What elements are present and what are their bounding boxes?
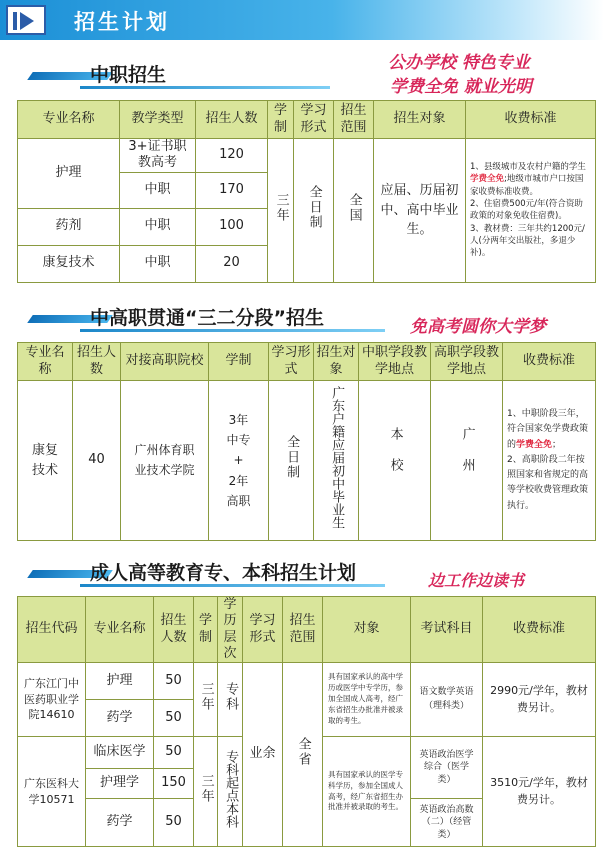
count-cell: 20 xyxy=(196,245,268,282)
fee-cell: 2990元/学年，教材费另计。 xyxy=(483,663,596,737)
table-sanerfenduan xyxy=(17,342,596,541)
major-cell: 护理 xyxy=(86,663,154,700)
target-cell xyxy=(314,381,359,541)
duration-text: 三年 xyxy=(198,681,214,712)
type-cell: 3+证书职教高考 xyxy=(120,139,196,173)
fee-item-1: 1、县级城市及农村户籍的学生 xyxy=(470,162,586,172)
col-header: 学历层次 xyxy=(218,597,243,663)
col-header: 学习形式 xyxy=(243,597,283,663)
major-cell: 临床医学 xyxy=(86,737,154,769)
table-header-row xyxy=(18,597,596,663)
col-header: 学制 xyxy=(209,343,269,381)
scope-cell xyxy=(283,663,323,847)
slogan-line-1: 公办学校 特色专业 xyxy=(388,53,530,73)
fee-item-2: 2、高职阶段二年按照国家和省规定的高等学校收费管理政策执行。 xyxy=(507,454,589,511)
duration-line: + xyxy=(233,453,244,468)
slogan-line-2: 学费全免 就业光明 xyxy=(390,77,532,97)
section-header-sanerfenduan xyxy=(0,303,400,335)
loc1-cell xyxy=(359,381,431,541)
fee-free-highlight: 学费全免 xyxy=(470,174,505,185)
fee-item-1-rest: ;地级市城市户口按国家收费标准收费。 xyxy=(470,174,584,197)
major-cell: 护理 xyxy=(18,139,120,209)
fee-item-2: 2、住宿费500元/年(符合资助政策的对象免收住宿费)。 xyxy=(470,198,583,222)
major-cell: 药学 xyxy=(86,799,154,847)
section-title-chengren: 成人高等教育专、本科招生计划 xyxy=(90,562,357,584)
major-cell: 药学 xyxy=(86,700,154,737)
col-header: 专业名称 xyxy=(86,597,154,663)
table-row xyxy=(18,139,596,173)
major-cell: 康复技术 xyxy=(18,245,120,282)
level-cell xyxy=(218,663,243,737)
loc1-text: 本校 xyxy=(387,426,403,489)
fee-item-1: 1、中职阶段三年，符合国家免学费政策的 xyxy=(507,408,589,450)
form-text: 全日制 xyxy=(306,185,322,231)
count-cell: 100 xyxy=(196,208,268,245)
col-header: 对象 xyxy=(323,597,411,663)
col-header: 收费标准 xyxy=(466,101,596,139)
fee-cell xyxy=(503,381,596,541)
col-header: 考试科目 xyxy=(411,597,483,663)
form-cell xyxy=(269,381,314,541)
slogan-work-study: 边工作边读书 xyxy=(428,571,525,590)
duration-cell xyxy=(209,381,269,541)
table-chengren xyxy=(17,596,596,847)
col-header: 学习形式 xyxy=(269,343,314,381)
type-cell: 中职 xyxy=(120,245,196,282)
duration-cell xyxy=(194,663,218,737)
col-header: 对接高职院校 xyxy=(121,343,209,381)
col-header: 收费标准 xyxy=(483,597,596,663)
slogan-dream: 免高考圆你大学梦 xyxy=(410,317,546,337)
scope-text: 全省 xyxy=(295,736,311,767)
target-text: 广东户籍应届初中毕业生 xyxy=(329,386,345,530)
scope-cell xyxy=(334,139,374,283)
loc2-text: 广州 xyxy=(459,426,475,489)
school-code-cell: 广东医科大学10571 xyxy=(18,737,86,847)
col-header: 中职学段教学地点 xyxy=(359,343,431,381)
major-cell: 康复技术 xyxy=(18,381,73,541)
level-text: 专科 xyxy=(223,681,239,712)
scope-text: 全国 xyxy=(346,192,362,223)
fee-cell xyxy=(466,139,596,283)
col-header: 招生范围 xyxy=(334,101,374,139)
count-cell: 50 xyxy=(154,663,194,700)
table-row xyxy=(18,663,596,700)
major-cell: 护理学 xyxy=(86,769,154,799)
section-title-zhongzhi: 中职招生 xyxy=(90,64,167,86)
count-cell: 170 xyxy=(196,172,268,208)
count-cell: 50 xyxy=(154,700,194,737)
level-text: 专科起点本科 xyxy=(223,749,239,828)
count-cell: 150 xyxy=(154,769,194,799)
col-header: 收费标准 xyxy=(503,343,596,381)
count-cell: 40 xyxy=(73,381,121,541)
subjects-cell: 英语政治高数（二）（经管类） xyxy=(411,799,483,847)
top-header-bar xyxy=(0,0,604,40)
col-header: 招生对象 xyxy=(314,343,359,381)
school-code-cell: 广东江门中医药职业学院14610 xyxy=(18,663,86,737)
col-header: 学制 xyxy=(268,101,294,139)
count-cell: 50 xyxy=(154,799,194,847)
subjects-cell: 英语政治医学综合（医学类） xyxy=(411,737,483,799)
fee-item-1-rest: ； xyxy=(552,439,562,450)
page-title: 招生计划 xyxy=(74,10,170,34)
section-title-sanerfenduan: 中高职贯通“三二分段”招生 xyxy=(90,307,324,329)
duration-cell xyxy=(194,737,218,847)
loc2-cell xyxy=(431,381,503,541)
col-header: 招生范围 xyxy=(283,597,323,663)
col-header: 学习形式 xyxy=(294,101,334,139)
form-text: 全日制 xyxy=(284,435,300,481)
col-header: 招生对象 xyxy=(374,101,466,139)
college-cell: 广州体育职业技术学院 xyxy=(121,381,209,541)
target-cell: 具有国家承认的高中学历或医学中专学历，参加全国成人高考，经广东省招生办批准并被录取的考生。 xyxy=(323,663,411,737)
section-header-chengren xyxy=(0,558,420,590)
table-zhongzhi xyxy=(17,100,596,283)
count-cell: 120 xyxy=(196,139,268,173)
col-header: 学制 xyxy=(194,597,218,663)
subjects-cell: 语文数学英语（理科类） xyxy=(411,663,483,737)
level-cell xyxy=(218,737,243,847)
duration-text: 三年 xyxy=(273,192,289,223)
play-arrow-icon xyxy=(6,5,46,35)
fee-item-3: 3、教材费：三年共约1200元/人(分两年交出版社，多退少补)。 xyxy=(470,223,585,259)
type-cell: 中职 xyxy=(120,172,196,208)
duration-cell xyxy=(268,139,294,283)
table-row xyxy=(18,381,596,541)
target-cell: 应届、历届初中、高中毕业生。 xyxy=(374,139,466,283)
duration-text: 三年 xyxy=(198,773,214,804)
col-header: 招生代码 xyxy=(18,597,86,663)
col-header: 专业名称 xyxy=(18,101,120,139)
section-header-zhongzhi xyxy=(0,60,330,92)
duration-line: 高职 xyxy=(226,494,251,509)
type-cell: 中职 xyxy=(120,208,196,245)
col-header: 教学类型 xyxy=(120,101,196,139)
col-header: 招生人数 xyxy=(73,343,121,381)
col-header: 高职学段教学地点 xyxy=(431,343,503,381)
col-header: 招生人数 xyxy=(196,101,268,139)
form-cell: 业余 xyxy=(243,663,283,847)
duration-line: 3年 xyxy=(228,412,249,427)
col-header: 专业名称 xyxy=(18,343,73,381)
fee-cell: 3510元/学年，教材费另计。 xyxy=(483,737,596,847)
major-cell: 药剂 xyxy=(18,208,120,245)
table-header-row xyxy=(18,343,596,381)
form-cell xyxy=(294,139,334,283)
duration-line: 2年 xyxy=(228,473,249,488)
duration-line: 中专 xyxy=(226,432,251,447)
target-cell: 具有国家承认的医学专科学历，参加全国成人高考，经广东省招生办批准并被录取的考生。 xyxy=(323,737,411,847)
count-cell: 50 xyxy=(154,737,194,769)
fee-free-highlight: 学费全免 xyxy=(516,439,553,450)
table-header-row xyxy=(18,101,596,139)
col-header: 招生人数 xyxy=(154,597,194,663)
